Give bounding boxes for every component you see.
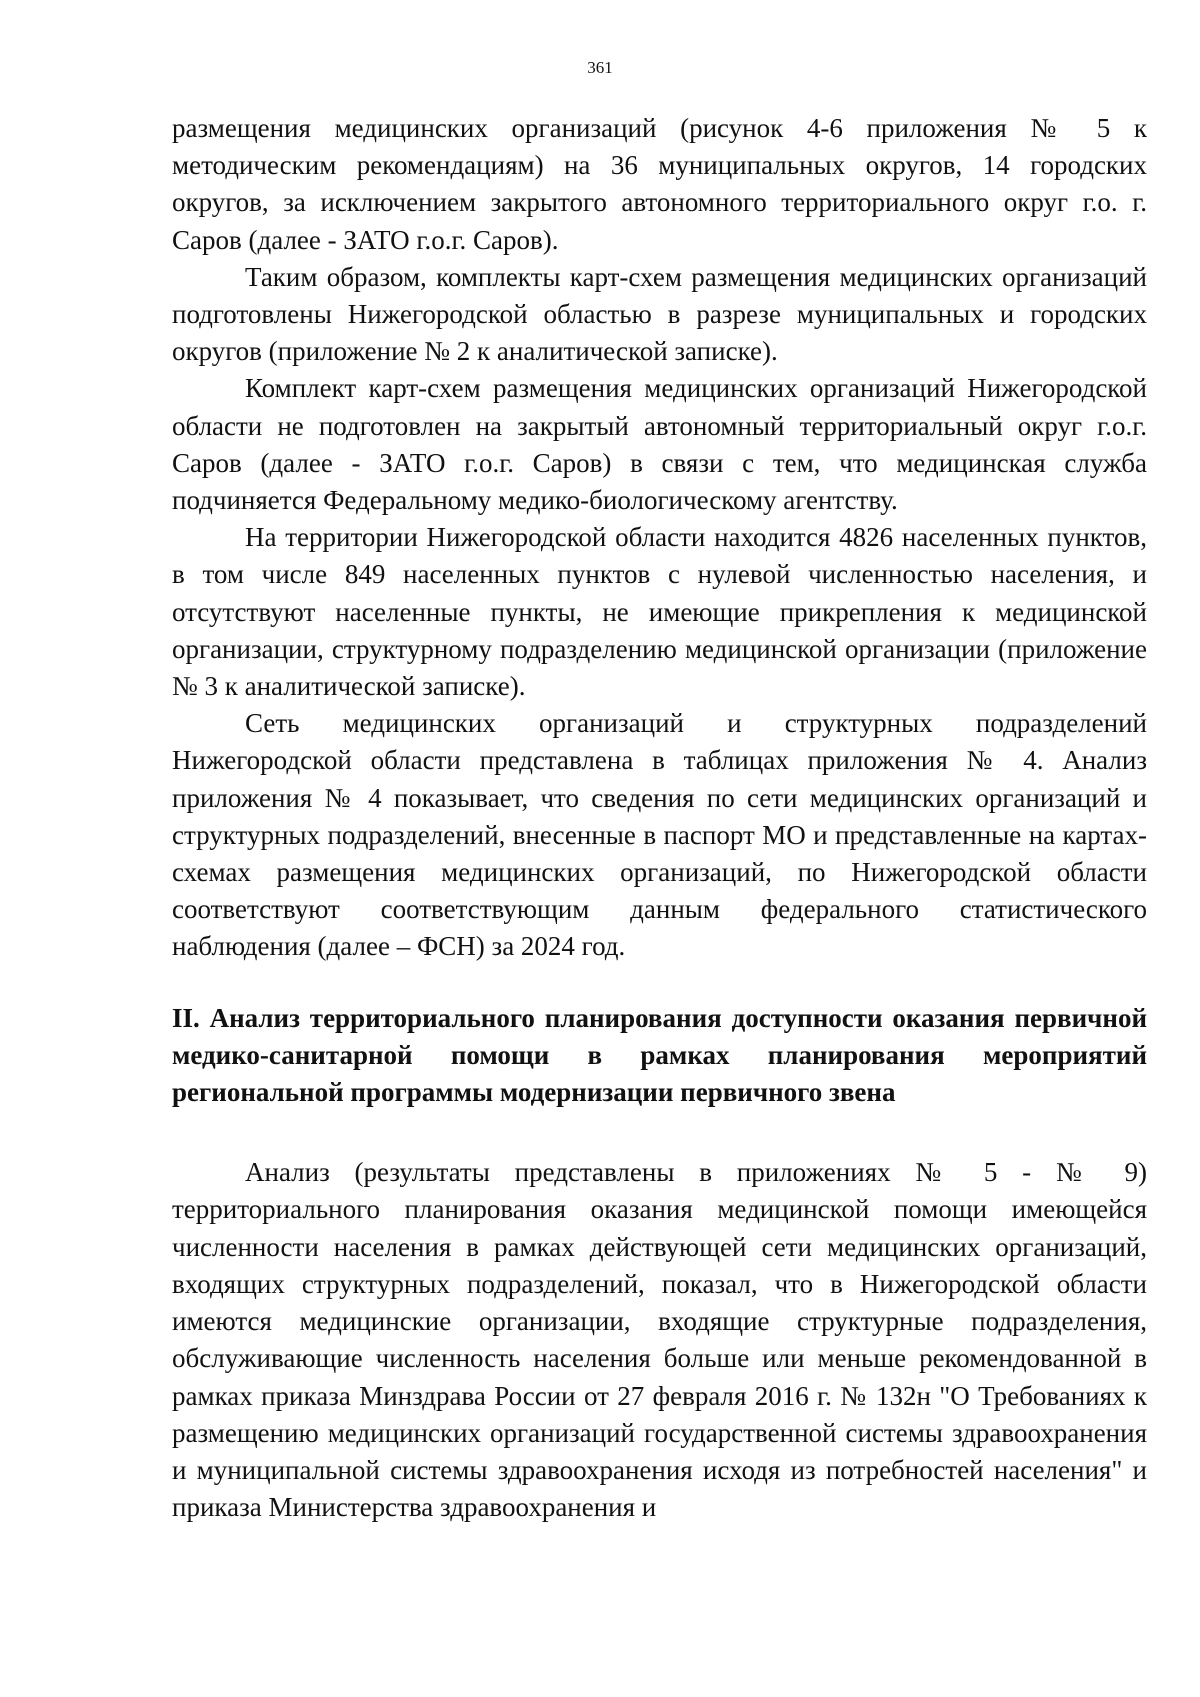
paragraph: Анализ (результаты представлены в приложениях № 5 - № 9) территориального планирования оказания медицинской помощи имеющейся численности населения в рамках действующей сети медицинских организаций, входящих структурных подразделений, показал, что в Нижегородской области имеются медицинские организации, входящие структурные подразделения, обслуживающие численность населения больше или меньше рекомендованной в рамках приказа Минздрава России от 27 февраля 2016 г. № 132н "О Требованиях к размещению медицинских организаций государственной системы здравоохранения и муниципальной системы здравоохранения исходя из потребностей населения" и приказа Министерства здравоохранения и [172, 1157, 1147, 1523]
paragraph: На территории Нижегородской области находится 4826 населенных пунктов, в том числе 849 населенных пунктов с нулевой численностью населения, и отсутствуют населенные пункты, не имеющие прикрепления к медицинской организации, структурному подразделению медицинской организации (приложение № 3 к аналитической записке). [172, 522, 1147, 702]
section-heading: II. Анализ территориального планирования доступности оказания первичной медико-санитарной помощи в рамках планирования мероприятий региональной программы модернизации первичного звена [172, 1002, 1147, 1108]
paragraph: Комплект карт-схем размещения медицинских организаций Нижегородской области не подготовлен на закрытый автономный территориальный округ г.о.г. Саров (далее - ЗАТО г.о.г. Саров) в связи с тем, что медицинская служба подчиняется Федеральному медико-биологическому агентству. [172, 373, 1147, 516]
page-number: 361 [587, 58, 613, 77]
paragraph: Сеть медицинских организаций и структурных подразделений Нижегородской области представлена в таблицах приложения № 4. Анализ приложения № 4 показывает, что сведения по сети медицинских организаций и структурных подразделений, внесенные в паспорт МО и представленные на картах-схемах размещения медицинских организаций, по Нижегородской области соответствуют соответствующим данным федерального статистического наблюдения (далее – ФСН) за 2024 год. [172, 708, 1147, 962]
paragraph: Таким образом, комплекты карт-схем размещения медицинских организаций подготовлены Нижегородской областью в разрезе муниципальных и городских округов (приложение № 2 к аналитической записке). [172, 261, 1147, 367]
document-body [172, 110, 1147, 1526]
paragraph-continuation: размещения медицинских организаций (рисунок 4-6 приложения № 5 к методическим рекомендациям) на 36 муниципальных округов, 14 городских округов, за исключением закрытого автономного территориального округ г.о. г. Саров (далее - ЗАТО г.о.г. Саров). [172, 113, 1147, 255]
